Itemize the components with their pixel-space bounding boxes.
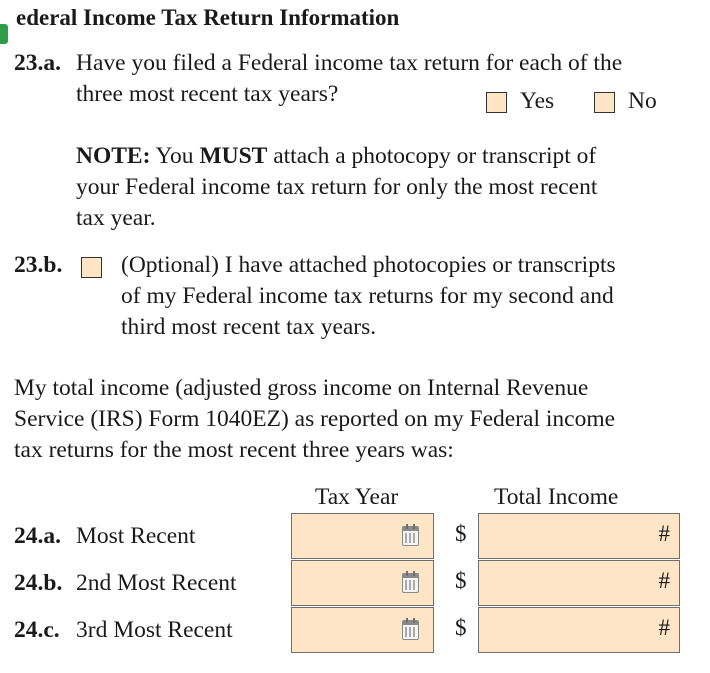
- optional-attached-checkbox[interactable]: [81, 257, 102, 278]
- row-label: 2nd Most Recent: [76, 570, 237, 596]
- row-number: 24.b.: [14, 570, 63, 596]
- yes-label: Yes: [520, 88, 555, 114]
- note-must: MUST: [199, 143, 268, 169]
- income-placeholder: #: [658, 568, 670, 593]
- col-header-tax-year: Tax Year: [315, 484, 399, 510]
- row-number: 24.a.: [14, 523, 61, 549]
- calendar-icon[interactable]: [402, 573, 419, 593]
- question-23b-number: 23.b.: [14, 252, 63, 278]
- income-placeholder: #: [658, 521, 670, 546]
- question-23a-line2: three most recent tax years?: [76, 81, 339, 107]
- note-part1: You: [150, 143, 200, 169]
- currency-symbol: $: [455, 568, 467, 593]
- currency-symbol: $: [455, 521, 467, 546]
- yes-checkbox[interactable]: [486, 92, 507, 113]
- income-placeholder: #: [658, 615, 670, 640]
- note-line1: [76, 141, 596, 171]
- income-intro-line1: My total income (adjusted gross income on Internal Revenue: [14, 375, 589, 401]
- calendar-icon[interactable]: [402, 526, 419, 546]
- no-label: No: [628, 88, 657, 114]
- currency-symbol: $: [455, 615, 467, 640]
- col-header-total-income: Total Income: [494, 484, 619, 510]
- question-23b-line2: of my Federal income tax returns for my second and: [121, 283, 614, 309]
- note-prefix: NOTE:: [76, 143, 151, 169]
- question-23b-line3: third most recent tax years.: [121, 314, 377, 340]
- income-intro-line2: Service (IRS) Form 1040EZ) as reported on my Federal income: [14, 406, 616, 432]
- note-line3: tax year.: [76, 205, 156, 231]
- note-part2: attach a photocopy or transcript of: [267, 143, 597, 169]
- calendar-icon[interactable]: [402, 620, 419, 640]
- question-23b-line1: (Optional) I have attached photocopies or transcripts: [121, 252, 616, 278]
- row-label: Most Recent: [76, 523, 196, 549]
- question-23a-number: 23.a.: [14, 50, 61, 76]
- no-checkbox[interactable]: [594, 92, 615, 113]
- income-intro-line3: tax returns for the most recent three years was:: [14, 437, 454, 463]
- row-label: 3rd Most Recent: [76, 617, 233, 643]
- note-line2: your Federal income tax return for only the most recent: [76, 174, 598, 200]
- question-23a-line1: Have you filed a Federal income tax return for each of the: [76, 50, 623, 76]
- row-number: 24.c.: [14, 617, 60, 643]
- side-tab-handle[interactable]: [0, 24, 8, 44]
- section-title: ederal Income Tax Return Information: [16, 5, 400, 30]
